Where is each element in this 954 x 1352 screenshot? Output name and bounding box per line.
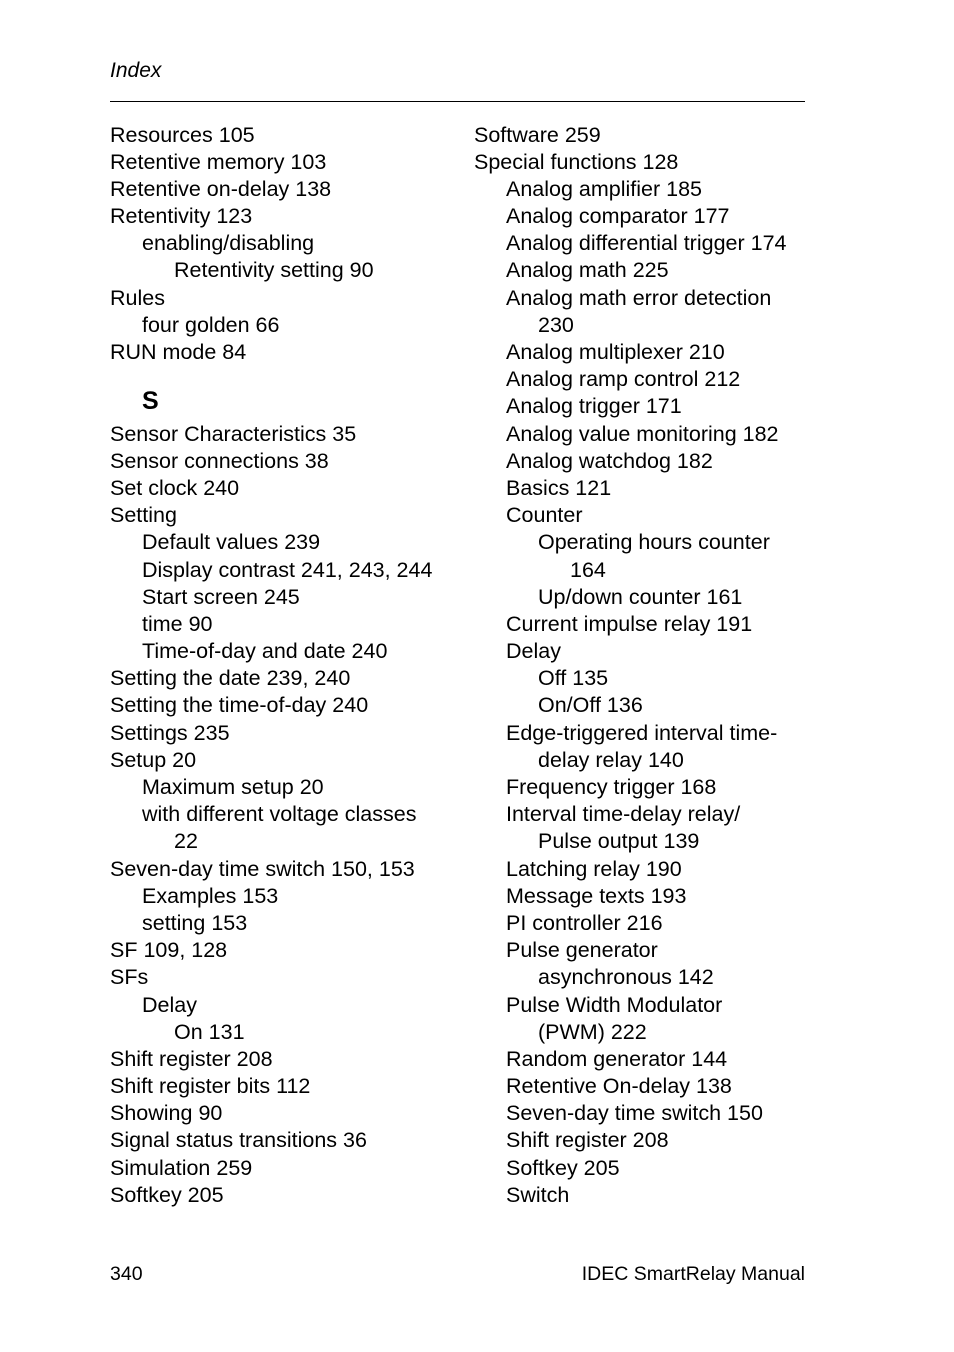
index-entry: delay relay 140 — [538, 747, 684, 772]
index-entry: Edge-triggered interval time- — [506, 720, 778, 745]
index-entry: Maximum setup 20 — [142, 775, 324, 800]
index-entry: Setting the time-of-day 240 — [110, 693, 369, 718]
index-section-letter: S — [142, 387, 159, 416]
index-entry: Default values 239 — [142, 530, 321, 555]
index-entry: Setting the date 239, 240 — [110, 666, 351, 691]
index-entry: Examples 153 — [142, 883, 279, 908]
index-entry: Softkey 205 — [110, 1182, 224, 1207]
index-entry: Set clock 240 — [110, 475, 240, 500]
index-entry: Analog ramp control 212 — [506, 367, 741, 392]
index-entry: Setup 20 — [110, 747, 197, 772]
running-header-title: Index — [110, 59, 162, 82]
index-entry: On 131 — [174, 1019, 245, 1044]
index-column-right — [474, 122, 814, 1210]
index-entry: Analog math 225 — [506, 258, 669, 283]
index-entry: Retentivity 123 — [110, 204, 253, 229]
index-entry: asynchronous 142 — [538, 965, 714, 990]
index-entry: Analog watchdog 182 — [506, 448, 713, 473]
index-entry: Operating hours counter — [538, 530, 770, 555]
index-entry: Analog differential trigger 174 — [506, 231, 787, 256]
index-entry: Retentivity setting 90 — [174, 258, 374, 283]
index-entry: Software 259 — [474, 122, 601, 147]
index-entry: Interval time-delay relay/ — [506, 802, 741, 827]
index-entry: Setting — [110, 503, 177, 528]
index-entry: four golden 66 — [142, 312, 280, 337]
index-entry: Counter — [506, 503, 583, 528]
index-entry: Analog comparator 177 — [506, 204, 730, 229]
index-entry: Simulation 259 — [110, 1155, 253, 1180]
index-entry: 22 — [174, 829, 198, 854]
index-entry: PI controller 216 — [506, 910, 663, 935]
index-entry: Time-of-day and date 240 — [142, 639, 388, 664]
index-entry: Pulse output 139 — [538, 829, 700, 854]
index-entry: Analog value monitoring 182 — [506, 421, 779, 446]
index-entry: On/Off 136 — [538, 693, 643, 718]
index-entry: (PWM) 222 — [538, 1019, 647, 1044]
index-entry: Retentive On-delay 138 — [506, 1074, 732, 1099]
index-entry: Seven-day time switch 150, 153 — [110, 856, 415, 881]
index-entry: enabling/disabling — [142, 231, 315, 256]
index-entry: SF 109, 128 — [110, 938, 228, 963]
index-entry: Up/down counter 161 — [538, 584, 743, 609]
index-entry: Delay — [142, 992, 197, 1017]
index-entry: Seven-day time switch 150 — [506, 1101, 763, 1126]
index-entry: Random generator 144 — [506, 1046, 728, 1071]
index-entry: Start screen 245 — [142, 584, 300, 609]
index-entry: Sensor connections 38 — [110, 448, 329, 473]
header-rule — [110, 101, 805, 102]
page-number: 340 — [110, 1263, 143, 1285]
index-entry: Shift register 208 — [110, 1046, 273, 1071]
index-entry: Pulse generator — [506, 938, 658, 963]
index-entry: Resources 105 — [110, 122, 255, 147]
index-entry: 230 — [538, 312, 574, 337]
index-entry: Frequency trigger 168 — [506, 775, 717, 799]
index-entry: time 90 — [142, 611, 213, 636]
index-entry: Pulse Width Modulator — [506, 992, 723, 1017]
index-entry: Signal status transitions 36 — [110, 1128, 367, 1153]
index-entry: RUN mode 84 — [110, 340, 247, 364]
index-entry: Showing 90 — [110, 1101, 223, 1126]
index-entry: Delay — [506, 639, 561, 664]
index-entry: Retentive memory 103 — [110, 149, 327, 174]
index-entry: Analog amplifier 185 — [506, 176, 703, 201]
index-entry: setting 153 — [142, 910, 248, 935]
index-entry: Current impulse relay 191 — [506, 611, 753, 636]
index-entry: Latching relay 190 — [506, 856, 682, 881]
index-entry: Basics 121 — [506, 475, 612, 500]
index-entry: 164 — [570, 557, 606, 582]
index-entry: Softkey 205 — [506, 1155, 620, 1180]
index-entry: Switch — [506, 1182, 570, 1207]
index-entry: Sensor Characteristics 35 — [110, 421, 357, 446]
index-entry: Analog math error detection — [506, 285, 772, 310]
index-entry: Analog trigger 171 — [506, 394, 682, 419]
index-column-left — [110, 122, 460, 1210]
index-entry: Shift register bits 112 — [110, 1074, 311, 1099]
manual-title: IDEC SmartRelay Manual — [581, 1263, 805, 1285]
index-entry: Message texts 193 — [506, 883, 687, 908]
index-entry: Off 135 — [538, 666, 609, 691]
index-entry: Shift register 208 — [506, 1128, 669, 1153]
index-entry: Display contrast 241, 243, 244 — [142, 557, 433, 582]
index-entry: Analog multiplexer 210 — [506, 340, 725, 364]
index-entry: Rules — [110, 285, 165, 310]
index-entry: Settings 235 — [110, 720, 230, 745]
index-entry: SFs — [110, 965, 149, 990]
index-entry: with different voltage classes — [142, 802, 417, 827]
index-entry: Retentive on-delay 138 — [110, 176, 332, 201]
index-entry: Special functions 128 — [474, 149, 679, 174]
